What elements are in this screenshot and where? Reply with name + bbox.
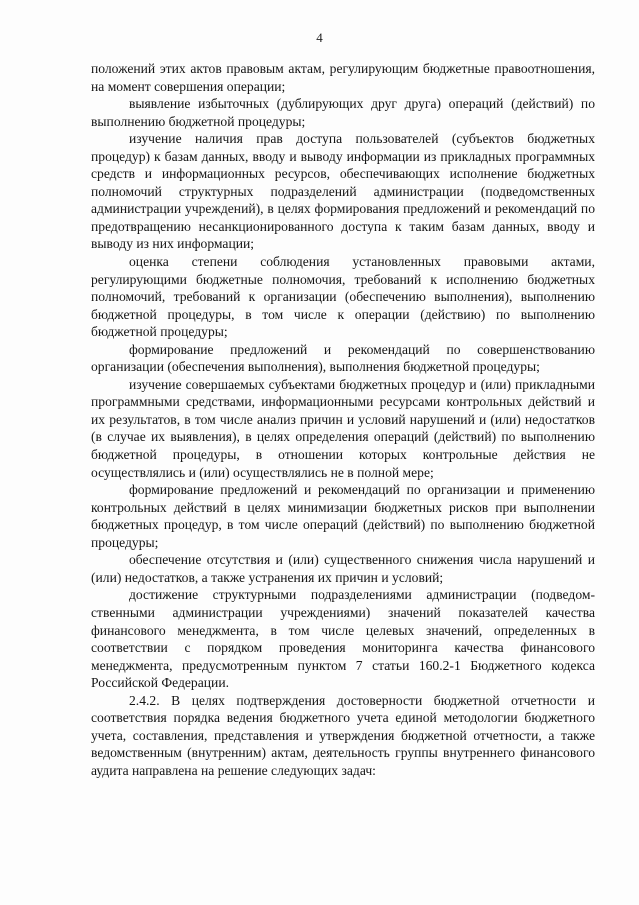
page-number: 4: [316, 30, 323, 45]
paragraph-5: формирование предложений и рекомендаций по совершенствованию организации (обеспечения выполнения), выполнения бюджетной процедуры;: [91, 341, 595, 375]
paragraph-9: достижение структурными подразделениями администрации (подведомственными администрации учреждениями) значений показателей качества финансового менеджмента, в том числе целевых значений, определенных в соответствии с порядком проведения мониторинга качества финансового менеджмента, предусмотренным пунктом 7 статьи 160.2-1 Бюджетного кодекса Российской Федерации.: [91, 587, 595, 691]
paragraph-1: положений этих актов правовым актам, регулирующим бюджетные правоотношения, на момент совершения операции;: [91, 61, 595, 94]
paragraph-8: обеспечение отсутствия и (или) существенного снижения числа нарушений и (или) недостатков, а также устранения их причин и условий;: [91, 552, 595, 585]
paragraph-7: формирование предложений и рекомендаций по организации и применению контрольных действий в целях минимизации бюджетных рисков при выполнении бюджетных процедур, в том числе операций (действий) по выполнению бюджетной процедуры;: [91, 482, 595, 550]
paragraph-4: оценка степени соблюдения установленных правовыми актами, регулирующими бюджетные полномочия, требований к исполнению бюджетных полномочий, требований к организации (обеспечению выполнения), выполнению бюджетной процедуры, в том числе к операции (действию) по выполнению бюджетной процедуры;: [91, 254, 595, 340]
document-body: [91, 60, 595, 779]
paragraph-10: 2.4.2. В целях подтверждения достоверности бюджетной отчетности и соответствия порядка ведения бюджетного учета единой методологии бюджетного учета, составления, представления и утверждения бюджетной отчетности, а также ведомственным (внутренним) актам, деятельность группы внутреннего финансового аудита направлена на решение следующих задач:: [91, 692, 595, 778]
paragraph-2: выявление избыточных (дублирующих друг друга) операций (действий) по выполнению бюджетной процедуры;: [91, 96, 595, 129]
paragraph-3: изучение наличия прав доступа пользователей (субъектов бюджетных процедур) к базам данных, вводу и выводу информации из прикладных программных средств и информационных ресурсов, обеспечивающих исполнение бюджетных полномочий структурных подразделений администрации (подведомственных администрации учреждений), в целях формирования предложений и рекомендаций по предотвращению несанкционированного доступа к таким базам данных, вводу и выводу из них информации;: [91, 131, 595, 252]
paragraph-6: изучение совершаемых субъектами бюджетных процедур и (или) прикладными программными средствами, информационными ресурсами контрольных действий и их результатов, в том числе анализ причин и условий нарушений и (или) недостатков (в случае их выявления), в целях определения операций (действий) по выполнению бюджетной процедуры, в отношении которых контрольные действия не осуществлялись и (или) осуществлялись не в полной мере;: [91, 376, 595, 480]
